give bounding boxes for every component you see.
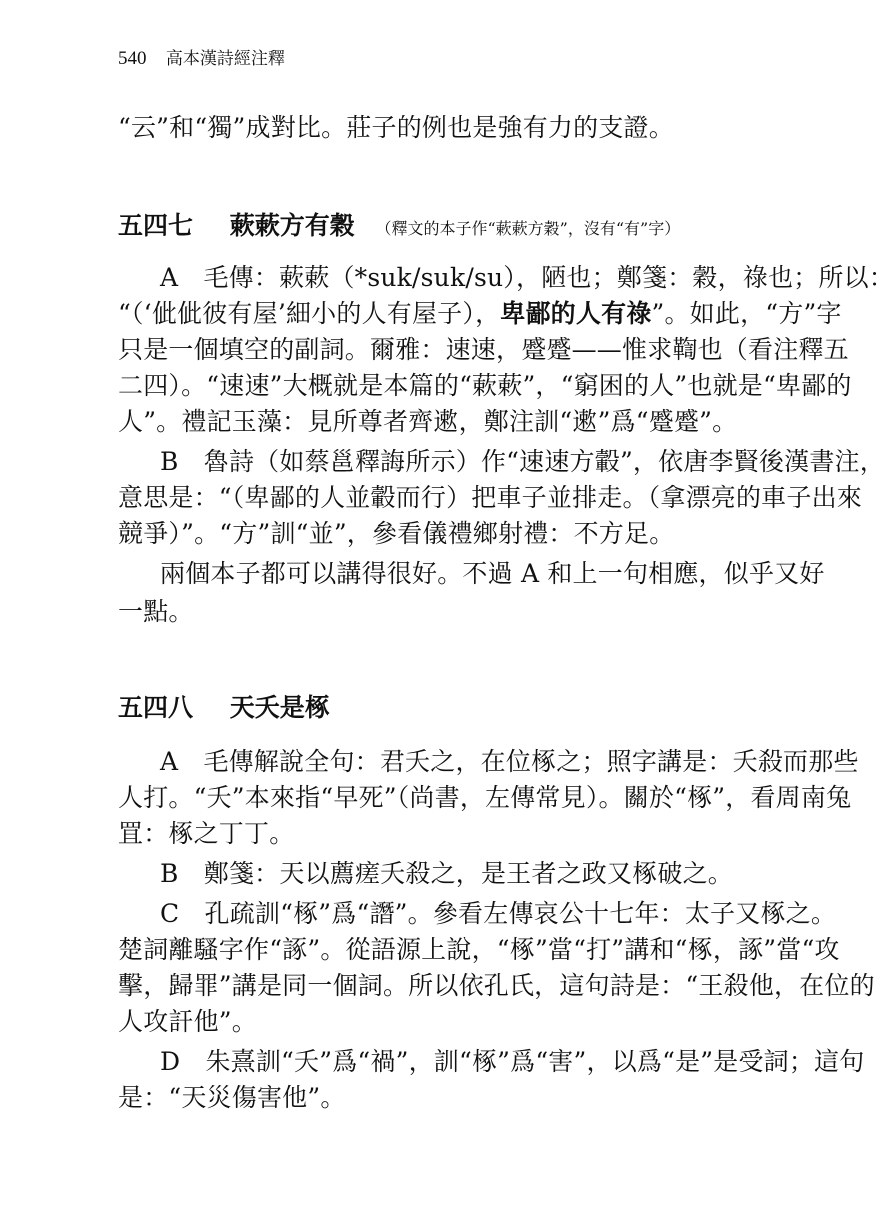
paragraph-line (118, 298, 842, 330)
paragraph-line: D 朱熹訓“夭”爲“禍”，訓“椓”爲“害”，以爲“是”是受詞；這句 (160, 1047, 865, 1076)
paragraph-line: 意思是：“（卑鄙的人並轂而行）把車子並排走。（拿漂亮的車子出來 (118, 483, 862, 512)
section-title: 蔌蔌方有穀 (229, 211, 355, 240)
paragraph-line: 二四）。“速速”大概就是本篇的“蔌蔌”，“窮困的人”也就是“卑鄙的 (118, 371, 852, 400)
paragraph-line: 競爭）”。“方”訓“並”，參看儀禮鄉射禮：不方足。 (118, 519, 675, 548)
text-span: “（‘佌佌彼有屋’細小的人有屋子）， (118, 299, 501, 328)
section-number: 五四七 (118, 211, 194, 240)
section-note: （釋文的本子作“蔌蔌方穀”，沒有“有”字） (375, 219, 681, 238)
paragraph-line: 擊，歸罪”講是同一個詞。所以依孔氏，這句詩是：“王殺他，在位的 (118, 971, 875, 1000)
section-number: 五四八 (118, 693, 194, 722)
paragraph-line: 罝：椓之丁丁。 (118, 819, 295, 848)
emphasized-text: 卑鄙的人有祿 (500, 299, 652, 328)
paragraph-line: 人”。禮記玉藻：見所尊者齊遬，鄭注訓“遬”爲“蹙蹙”。 (118, 407, 738, 436)
paragraph-line: 是：“天災傷害他”。 (118, 1083, 346, 1112)
paragraph-line: A 毛傳：蔌蔌（*suk/suk/su），陋也；鄭箋：穀，祿也；所以： (160, 263, 894, 292)
paragraph-line: 楚詞離騷字作“諑”。從語源上說，“椓”當“打”講和“椓，諑”當“攻 (118, 935, 840, 964)
section-548-heading (118, 688, 330, 724)
page-number: 540 (118, 48, 147, 69)
paragraph-line: 人攻訐他”。 (118, 1007, 257, 1036)
paragraph-line: 只是一個填空的副詞。爾雅：速速，蹙蹙——惟求鞫也（看注釋五 (118, 335, 849, 364)
paragraph-line: B 魯詩（如蔡邕釋誨所示）作“速速方轂”，依唐李賢後漢書注， (160, 447, 885, 476)
text-span: ”。如此，“方”字 (651, 299, 842, 328)
section-547-heading (118, 206, 680, 242)
section-title: 天夭是椓 (229, 693, 330, 722)
running-header (118, 44, 285, 70)
paragraph-line: A 毛傳解說全句：君夭之，在位椓之；照字講是：夭殺而那些 (160, 747, 859, 776)
book-title: 高本漢詩經注釋 (165, 49, 285, 69)
paragraph-line: 人打。“夭”本來指“早死”（尚書，左傳常見）。關於“椓”，看周南兔 (118, 783, 852, 812)
paragraph-line: C 孔疏訓“椓”爲“譖”。參看左傳哀公十七年：太子又椓之。 (160, 899, 837, 928)
intro-line: “云”和“獨”成對比。莊子的例也是強有力的支證。 (118, 113, 674, 142)
paragraph-line: 兩個本子都可以講得很好。不過 A 和上一句相應，似乎又好 (160, 559, 825, 588)
paragraph-line: 一點。 (118, 597, 194, 626)
paragraph-line: B 鄭箋：天以薦瘥夭殺之，是王者之政又椓破之。 (160, 859, 733, 888)
